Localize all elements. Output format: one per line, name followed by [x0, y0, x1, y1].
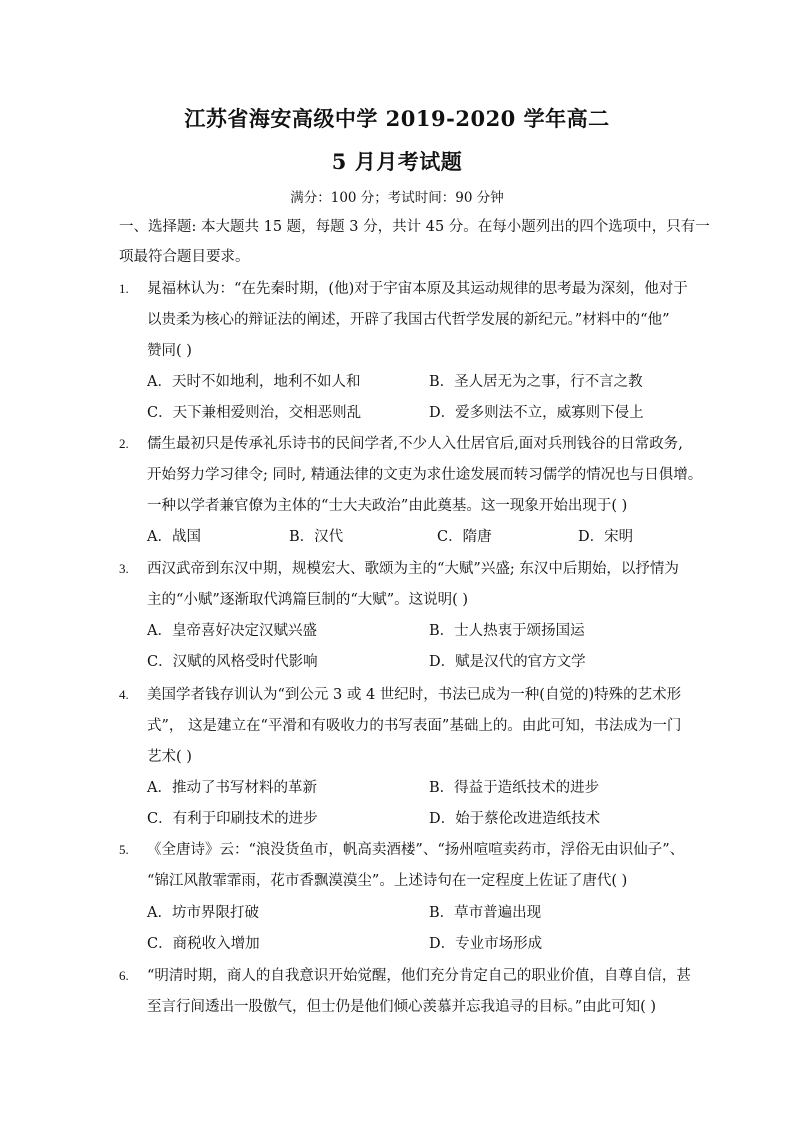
- option-c: C．商税收入增加: [147, 936, 260, 952]
- question-text-line: 西汉武帝到东汉中期，规模宏大、歌颂为主的“大赋”兴盛; 东汉中后期始，以抒情为: [147, 561, 679, 577]
- exam-meta: 满分：100 分；考试时间：90 分钟: [290, 190, 504, 206]
- question-text-line: 美国学者钱存训认为“到公元 3 或 4 世纪时，书法已成为一种(自觉的)特殊的艺术形: [147, 687, 682, 703]
- question-text-line: 艺术( ): [147, 749, 192, 765]
- question-text-line: 《全唐诗》云：“浪没货鱼市，帆高卖酒楼”、“扬州喧喧卖药市，浮俗无由识仙子”、: [147, 842, 685, 858]
- option-d: D．宋明: [578, 529, 634, 545]
- question-number: 4.: [119, 687, 129, 702]
- option-d: D．始于蔡伦改进造纸技术: [429, 811, 601, 827]
- option-b: B．士人热衷于颂扬国运: [429, 623, 585, 639]
- question-text-line: 式”， 这是建立在“平滑和有吸收力的书写表面”基础上的。由此可知，书法成为一门: [147, 718, 682, 734]
- option-d: D．赋是汉代的官方文学: [429, 654, 586, 670]
- question-text-line: “明清时期，商人的自我意识开始觉醒，他们充分肯定自己的职业价值，自尊自信，甚: [147, 968, 691, 984]
- question-number: 5.: [119, 842, 129, 857]
- question-text-line: 一种以学者兼官僚为主体的“士大夫政治”由此奠基。这一现象开始出现于( ): [147, 498, 628, 514]
- option-d: D．专业市场形成: [429, 936, 543, 952]
- option-a: A．推动了书写材料的革新: [147, 780, 317, 796]
- question-text-line: 赞同( ): [147, 343, 192, 359]
- question-number: 1.: [119, 281, 129, 296]
- option-a: A．战国: [147, 529, 201, 545]
- question-text-line: 主的“小赋”逐渐取代鸿篇巨制的“大赋”。这说明( ): [147, 592, 469, 608]
- option-b: B．汉代: [289, 529, 344, 545]
- option-a: A．皇帝喜好决定汉赋兴盛: [147, 623, 317, 639]
- section-instruction-line2: 项最符合题目要求。: [119, 249, 250, 265]
- option-a: A．天时不如地利，地利不如人和: [147, 374, 361, 390]
- option-b: B．得益于造纸技术的进步: [429, 780, 600, 796]
- question-text-line: 儒生最初只是传承礼乐诗书的民间学者,不少人入仕居官后,面对兵刑钱谷的日常政务,: [147, 436, 683, 452]
- option-c: C．汉赋的风格受时代影响: [147, 654, 318, 670]
- option-c: C．有利于印刷技术的进步: [147, 811, 318, 827]
- question-text-line: 晁福林认为：“在先秦时期，(他)对于宇宙本原及其运动规律的思考最为深刻，他对于: [147, 281, 688, 297]
- option-c: C．隋唐: [437, 529, 492, 545]
- question-number: 6.: [119, 968, 129, 983]
- option-b: B．圣人居无为之事，行不言之教: [429, 374, 643, 390]
- option-a: A．坊市界限打破: [147, 905, 259, 921]
- question-number: 2.: [119, 436, 129, 451]
- question-text-line: 开始努力学习律令; 同时, 精通法律的文吏为求仕途发展而转习儒学的情况也与日俱增。: [147, 467, 703, 483]
- question-number: 3.: [119, 561, 129, 576]
- question-text-line: “锦江风散霏霏雨，花市香飘漠漠尘”。上述诗句在一定程度上佐证了唐代( ): [147, 873, 628, 889]
- exam-title-line2: 5 月月考试题: [331, 149, 463, 174]
- question-text-line: 以贵柔为核心的辩证法的阐述，开辟了我国古代哲学发展的新纪元。”材料中的“他”: [147, 312, 670, 328]
- exam-title-line1: 江苏省海安高级中学 2019-2020 学年高二: [184, 106, 610, 131]
- question-text-line: 至言行间透出一股傲气，但士仍是他们倾心羡慕并忘我追寻的目标。”由此可知( ): [147, 999, 657, 1015]
- option-c: C．天下兼相爱则治，交相恶则乱: [147, 405, 362, 421]
- section-instruction-line1: 一、选择题: 本大题共 15 题，每题 3 分，共计 45 分。在每小题列出的四个选项中，只有一: [119, 219, 710, 235]
- option-b: B．草市普遍出现: [429, 905, 542, 921]
- option-d: D．爱多则法不立，威寡则下侵上: [429, 405, 644, 421]
